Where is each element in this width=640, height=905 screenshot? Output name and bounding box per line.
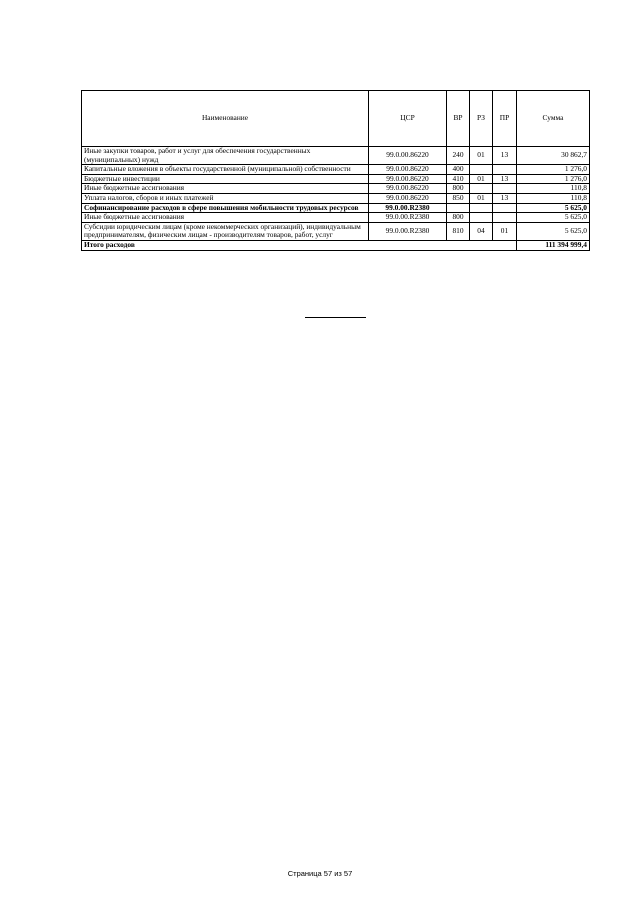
cell-name: Иные бюджетные ассигнования — [82, 213, 369, 223]
cell-name: Иные бюджетные ассигнования — [82, 184, 369, 194]
cell-csr: 99.0.00.86220 — [369, 165, 447, 175]
total-sum: 111 394 999,4 — [517, 240, 590, 250]
table-body — [82, 147, 590, 251]
cell-vr: 850 — [447, 193, 470, 203]
cell-name: Софинансирование расходов в сфере повышения мобильности трудовых ресурсов — [82, 203, 369, 213]
cell-rz: 01 — [470, 174, 493, 184]
cell-rz — [470, 165, 493, 175]
table-row — [82, 193, 590, 203]
cell-vr: 410 — [447, 174, 470, 184]
cell-name: Уплата налогов, сборов и иных платежей — [82, 193, 369, 203]
cell-csr: 99.0.00.86220 — [369, 174, 447, 184]
cell-rz — [470, 213, 493, 223]
cell-sum: 5 625,0 — [517, 213, 590, 223]
header-name: Наименование — [82, 91, 369, 147]
header-vr: ВР — [447, 91, 470, 147]
cell-pr: 13 — [493, 147, 517, 165]
budget-table — [81, 90, 590, 251]
cell-pr: 13 — [493, 174, 517, 184]
cell-sum: 1 276,0 — [517, 165, 590, 175]
cell-vr: 810 — [447, 222, 470, 240]
cell-name: Субсидии юридическим лицам (кроме некоммерческих организаций), индивидуальным предпринимателям, физическим лицам - производителям товаров, работ, услуг — [82, 222, 369, 240]
cell-csr: 99.0.00.86220 — [369, 147, 447, 165]
cell-pr: 13 — [493, 193, 517, 203]
cell-csr: 99.0.00.R2380 — [369, 203, 447, 213]
cell-csr: 99.0.00.R2380 — [369, 222, 447, 240]
header-pr: ПР — [493, 91, 517, 147]
cell-sum: 5 625,0 — [517, 203, 590, 213]
total-row — [82, 240, 590, 250]
cell-sum: 30 862,7 — [517, 147, 590, 165]
cell-pr — [493, 213, 517, 223]
cell-pr — [493, 165, 517, 175]
cell-rz: 04 — [470, 222, 493, 240]
header-rz: РЗ — [470, 91, 493, 147]
cell-vr: 240 — [447, 147, 470, 165]
table-row — [82, 147, 590, 165]
cell-vr: 800 — [447, 213, 470, 223]
cell-sum: 1 276,0 — [517, 174, 590, 184]
cell-pr: 01 — [493, 222, 517, 240]
header-sum: Сумма — [517, 91, 590, 147]
page-number: Страница 57 из 57 — [287, 869, 353, 878]
table-row — [82, 222, 590, 240]
cell-csr: 99.0.00.86220 — [369, 184, 447, 194]
cell-sum: 5 625,0 — [517, 222, 590, 240]
total-label: Итого расходов — [82, 240, 517, 250]
cell-vr: 400 — [447, 165, 470, 175]
cell-rz — [470, 203, 493, 213]
cell-csr: 99.0.00.86220 — [369, 193, 447, 203]
header-csr: ЦСР — [369, 91, 447, 147]
table-row — [82, 213, 590, 223]
cell-sum: 110,8 — [517, 184, 590, 194]
table-row — [82, 165, 590, 175]
table-header-row — [82, 91, 590, 147]
cell-vr: 800 — [447, 184, 470, 194]
cell-rz: 01 — [470, 147, 493, 165]
cell-name: Капитальные вложения в объекты государственной (муниципальной) собственности — [82, 165, 369, 175]
separator-line — [305, 317, 366, 318]
cell-pr — [493, 203, 517, 213]
cell-csr: 99.0.00.R2380 — [369, 213, 447, 223]
cell-name: Бюджетные инвестиции — [82, 174, 369, 184]
cell-rz: 01 — [470, 193, 493, 203]
cell-name: Иные закупки товаров, работ и услуг для обеспечения государственных (муниципальных) нужд — [82, 147, 369, 165]
cell-sum: 110,8 — [517, 193, 590, 203]
